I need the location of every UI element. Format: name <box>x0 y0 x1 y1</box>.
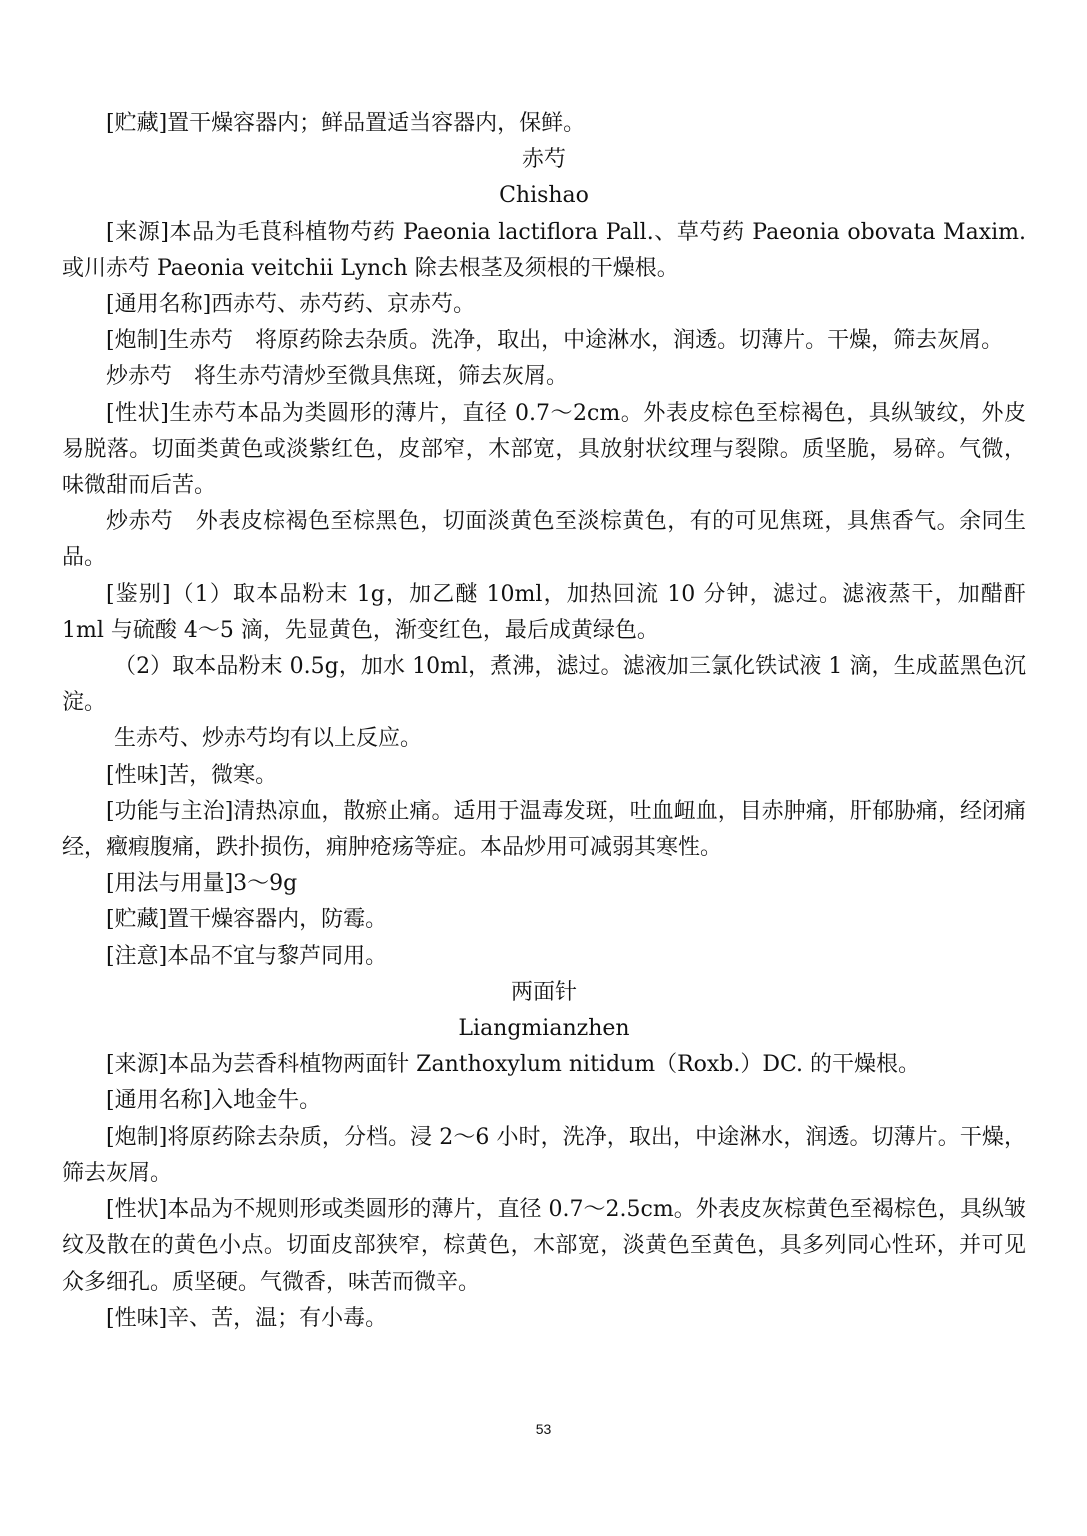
chishao-identification-2-paragraph: （2）取本品粉末 0.5g，加水 10ml，煮沸，滤过。滤液加三氯化铁试液 1 滴，生成蓝黑色沉淀。 <box>62 654 1026 716</box>
liangmianzhen-taste-paragraph: [性味]辛、苦，温；有小毒。 <box>106 1305 388 1331</box>
prev-storage-paragraph: [贮藏]置干燥容器内；鲜品置适当容器内，保鲜。 <box>106 111 586 136</box>
chishao-taste-paragraph: [性味]苦，微寒。 <box>106 762 278 788</box>
liangmianzhen-common-names-paragraph: [通用名称]入地金牛。 <box>106 1088 322 1114</box>
chishao-identification-note-paragraph: 生赤芍、炒赤芍均有以上反应。 <box>114 726 423 752</box>
liangmianzhen-title-pinyin: Liangmianzhen <box>458 1016 630 1042</box>
chishao-function-paragraph: [功能与主治]清热凉血，散瘀止痛。适用于温毒发斑，吐血衄血，目赤肿痛，肝郁胁痛，经闭痛经，癥瘕腹痛，跌扑损伤，痈肿疮疡等症。本品炒用可减弱其寒性。 <box>62 798 1026 861</box>
chishao-properties-fried-paragraph: 炒赤芍 外表皮棕褐色至棕黑色，切面淡黄色至淡棕黄色，有的可见焦斑，具焦香气。余同生品。 <box>62 509 1026 571</box>
document-body <box>62 106 1033 1337</box>
chishao-title-cn: 赤芍 <box>521 147 566 173</box>
chishao-caution-paragraph: [注意]本品不宜与黎芦同用。 <box>106 943 388 969</box>
chishao-storage-paragraph: [贮藏]置干燥容器内，防霉。 <box>106 907 388 933</box>
chishao-source-paragraph: [来源]本品为毛茛科植物芍药 Paeonia lactiflora Pall.、草芍药 Paeonia obovata Maxim. 或川赤芍 Paeonia veitchii Lynch 除去根茎及须根的干燥根。 <box>62 219 1033 281</box>
chishao-common-names-paragraph: [通用名称]西赤芍、赤芍药、京赤芍。 <box>106 292 476 318</box>
chishao-processing-paragraph: [炮制]生赤芍 将原药除去杂质。洗净，取出，中途淋水，润透。切薄片。干燥，筛去灰屑。 <box>106 328 1004 354</box>
chishao-properties-paragraph: [性状]生赤芍本品为类圆形的薄片，直径 0.7～2cm。外表皮棕色至棕褐色，具纵皱纹，外皮易脱落。切面类黄色或淡紫红色，皮部窄，木部宽，具放射状纹理与裂隙。质坚脆，易碎。气微，味微甜而后苦。 <box>62 400 1026 499</box>
liangmianzhen-properties-paragraph: [性状]本品为不规则形或类圆形的薄片，直径 0.7～2.5cm。外表皮灰棕黄色至褐棕色，具纵皱纹及散在的黄色小点。切面皮部狭窄，棕黄色，木部宽，淡黄色至黄色，具多列同心性环，并可见众多细孔。质坚硬。气微香，味苦而微辛。 <box>62 1197 1026 1295</box>
chishao-title-pinyin: Chishao <box>499 183 589 209</box>
liangmianzhen-title-cn: 两面针 <box>510 979 577 1005</box>
chishao-dosage-paragraph: [用法与用量]3～9g <box>106 871 298 897</box>
liangmianzhen-processing-paragraph: [炮制]将原药除去杂质，分档。浸 2～6 小时，洗净，取出，中途淋水，润透。切薄片。干燥，筛去灰屑。 <box>62 1124 1026 1186</box>
chishao-identification-1-paragraph: [鉴别]（1）取本品粉末 1g，加乙醚 10ml，加热回流 10 分钟，滤过。滤液蒸干，加醋酐 1ml 与硫酸 4～5 滴，先显黄色，渐变红色，最后成黄绿色。 <box>62 581 1033 643</box>
liangmianzhen-source-paragraph: [来源]本品为芸香科植物两面针 Zanthoxylum nitidum（Roxb.）DC. 的干燥根。 <box>106 1052 921 1078</box>
chishao-processing-fried-paragraph: 炒赤芍 将生赤芍清炒至微具焦斑，筛去灰屑。 <box>106 364 569 390</box>
page-number: 53 <box>535 1421 552 1437</box>
